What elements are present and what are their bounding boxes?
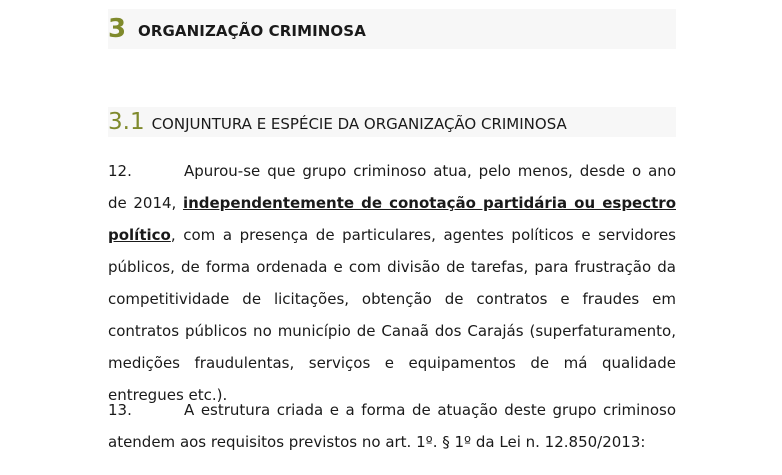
section-title: ORGANIZAÇÃO CRIMINOSA <box>138 22 366 40</box>
subsection-heading <box>108 107 676 137</box>
paragraph-13 <box>108 394 676 458</box>
paragraph-number: 12. <box>108 162 132 180</box>
paragraph-text-after: , com a presença de particulares, agentes políticos e servidores públicos, de forma ordenada e com divisão de tarefas, para frustração da competitividade de licitações, obtenção de contratos e fraudes em contratos públicos no município de Canaã dos Carajás (superfaturamento, medições fraudulentas, serviços e equipamentos de má qualidade entregues etc.). <box>108 226 676 404</box>
paragraph-number: 13. <box>108 401 132 419</box>
paragraph-text-before: Apurou-se que grupo criminoso atua, pelo menos, desde o ano de 2014, <box>108 162 676 212</box>
section-heading <box>108 9 676 49</box>
subsection-number: 3.1 <box>108 108 145 135</box>
paragraph-text: A estrutura criada e a forma de atuação deste grupo criminoso atendem aos requisitos previstos no art. 1º. § 1º da Lei n. 12.850/2013: <box>108 401 676 451</box>
section-number: 3 <box>108 14 127 44</box>
emphasized-phrase: independentemente de conotação partidária ou espectro político <box>108 194 676 244</box>
paragraph-12 <box>108 155 676 411</box>
subsection-title: CONJUNTURA E ESPÉCIE DA ORGANIZAÇÃO CRIMINOSA <box>151 115 567 133</box>
